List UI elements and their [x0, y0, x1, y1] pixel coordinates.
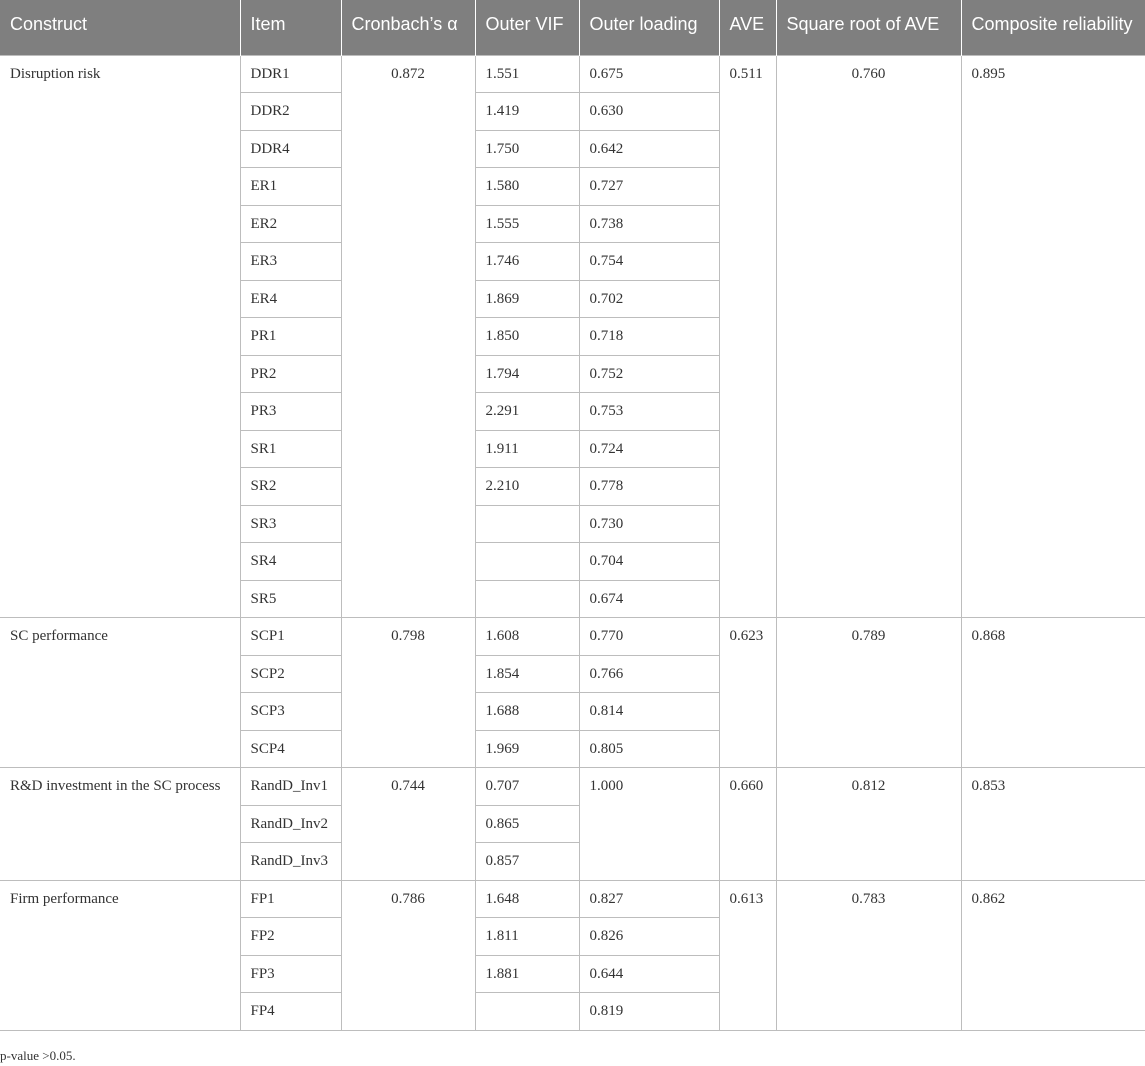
- item-cell: ER4: [240, 280, 341, 318]
- outer-vif-cell: 0.707: [475, 768, 579, 806]
- construct-cell: SC performance: [0, 618, 240, 768]
- header-cronbach-alpha: Cronbach’s α: [341, 0, 475, 55]
- item-cell: PR1: [240, 318, 341, 356]
- item-cell: FP2: [240, 918, 341, 956]
- outer-loading-cell: 0.704: [579, 543, 719, 581]
- outer-loading-cell: 0.826: [579, 918, 719, 956]
- composite-reliability-cell: 0.853: [961, 768, 1145, 881]
- outer-vif-cell: 1.419: [475, 93, 579, 131]
- header-outer-vif: Outer VIF: [475, 0, 579, 55]
- outer-vif-cell: 1.688: [475, 693, 579, 731]
- outer-vif-cell: 1.911: [475, 430, 579, 468]
- item-cell: PR2: [240, 355, 341, 393]
- header-ave: AVE: [719, 0, 776, 55]
- item-cell: FP1: [240, 880, 341, 918]
- outer-vif-cell: 1.608: [475, 618, 579, 656]
- outer-loading-cell: 0.819: [579, 993, 719, 1031]
- outer-vif-cell: 1.746: [475, 243, 579, 281]
- outer-loading-cell: 0.702: [579, 280, 719, 318]
- outer-loading-cell: 0.827: [579, 880, 719, 918]
- outer-vif-cell: 1.555: [475, 205, 579, 243]
- outer-loading-cell: 1.000: [579, 768, 719, 881]
- table-row: [0, 768, 1145, 806]
- cronbach-alpha-cell: 0.872: [341, 55, 475, 618]
- outer-vif-cell: 0.857: [475, 843, 579, 881]
- header-outer-loading: Outer loading: [579, 0, 719, 55]
- outer-vif-cell: 1.969: [475, 730, 579, 768]
- outer-loading-cell: 0.753: [579, 393, 719, 431]
- outer-vif-cell: 2.210: [475, 468, 579, 506]
- construct-cell: R&D investment in the SC process: [0, 768, 240, 881]
- cronbach-alpha-cell: 0.786: [341, 880, 475, 1030]
- table-row: [0, 618, 1145, 656]
- item-cell: SR2: [240, 468, 341, 506]
- item-cell: SR4: [240, 543, 341, 581]
- header-sqrt-ave: Square root of AVE: [776, 0, 961, 55]
- outer-loading-cell: 0.730: [579, 505, 719, 543]
- sqrt-ave-cell: 0.760: [776, 55, 961, 618]
- table-row: [0, 880, 1145, 918]
- item-cell: SCP2: [240, 655, 341, 693]
- outer-loading-cell: 0.724: [579, 430, 719, 468]
- item-cell: DDR4: [240, 130, 341, 168]
- header-composite-reliability: Composite reliability: [961, 0, 1145, 55]
- outer-vif-cell: [475, 993, 579, 1031]
- outer-vif-cell: [475, 543, 579, 581]
- sqrt-ave-cell: 0.789: [776, 618, 961, 768]
- item-cell: DDR2: [240, 93, 341, 131]
- item-cell: DDR1: [240, 55, 341, 93]
- composite-reliability-cell: 0.895: [961, 55, 1145, 618]
- outer-loading-cell: 0.805: [579, 730, 719, 768]
- composite-reliability-cell: 0.868: [961, 618, 1145, 768]
- outer-loading-cell: 0.752: [579, 355, 719, 393]
- item-cell: SR1: [240, 430, 341, 468]
- outer-loading-cell: 0.754: [579, 243, 719, 281]
- outer-loading-cell: 0.644: [579, 955, 719, 993]
- outer-loading-cell: 0.630: [579, 93, 719, 131]
- outer-loading-cell: 0.814: [579, 693, 719, 731]
- sqrt-ave-cell: 0.812: [776, 768, 961, 881]
- outer-vif-cell: 1.881: [475, 955, 579, 993]
- outer-loading-cell: 0.778: [579, 468, 719, 506]
- header-item: Item: [240, 0, 341, 55]
- outer-vif-cell: 1.854: [475, 655, 579, 693]
- outer-loading-cell: 0.766: [579, 655, 719, 693]
- item-cell: SR5: [240, 580, 341, 618]
- item-cell: FP4: [240, 993, 341, 1031]
- table-row: [0, 55, 1145, 93]
- cronbach-alpha-cell: 0.798: [341, 618, 475, 768]
- outer-loading-cell: 0.674: [579, 580, 719, 618]
- outer-vif-cell: [475, 505, 579, 543]
- outer-loading-cell: 0.675: [579, 55, 719, 93]
- item-cell: RandD_Inv1: [240, 768, 341, 806]
- outer-vif-cell: 0.865: [475, 805, 579, 843]
- item-cell: RandD_Inv3: [240, 843, 341, 881]
- outer-loading-cell: 0.642: [579, 130, 719, 168]
- item-cell: SCP1: [240, 618, 341, 656]
- ave-cell: 0.623: [719, 618, 776, 768]
- outer-vif-cell: 1.750: [475, 130, 579, 168]
- construct-cell: Firm performance: [0, 880, 240, 1030]
- header-row: [0, 0, 1145, 55]
- table-footnote: p-value >0.05.: [0, 1048, 76, 1063]
- composite-reliability-cell: 0.862: [961, 880, 1145, 1030]
- item-cell: SCP3: [240, 693, 341, 731]
- outer-vif-cell: 1.811: [475, 918, 579, 956]
- ave-cell: 0.511: [719, 55, 776, 618]
- ave-cell: 0.660: [719, 768, 776, 881]
- item-cell: SCP4: [240, 730, 341, 768]
- outer-vif-cell: [475, 580, 579, 618]
- sqrt-ave-cell: 0.783: [776, 880, 961, 1030]
- header-construct: Construct: [0, 0, 240, 55]
- outer-vif-cell: 1.794: [475, 355, 579, 393]
- construct-cell: Disruption risk: [0, 55, 240, 618]
- item-cell: ER3: [240, 243, 341, 281]
- item-cell: FP3: [240, 955, 341, 993]
- outer-vif-cell: 1.869: [475, 280, 579, 318]
- outer-vif-cell: 2.291: [475, 393, 579, 431]
- item-cell: SR3: [240, 505, 341, 543]
- outer-vif-cell: 1.551: [475, 55, 579, 93]
- outer-vif-cell: 1.580: [475, 168, 579, 206]
- outer-vif-cell: 1.648: [475, 880, 579, 918]
- ave-cell: 0.613: [719, 880, 776, 1030]
- item-cell: RandD_Inv2: [240, 805, 341, 843]
- item-cell: PR3: [240, 393, 341, 431]
- item-cell: ER1: [240, 168, 341, 206]
- item-cell: ER2: [240, 205, 341, 243]
- outer-loading-cell: 0.738: [579, 205, 719, 243]
- outer-vif-cell: 1.850: [475, 318, 579, 356]
- outer-loading-cell: 0.727: [579, 168, 719, 206]
- outer-loading-cell: 0.770: [579, 618, 719, 656]
- outer-loading-cell: 0.718: [579, 318, 719, 356]
- cronbach-alpha-cell: 0.744: [341, 768, 475, 881]
